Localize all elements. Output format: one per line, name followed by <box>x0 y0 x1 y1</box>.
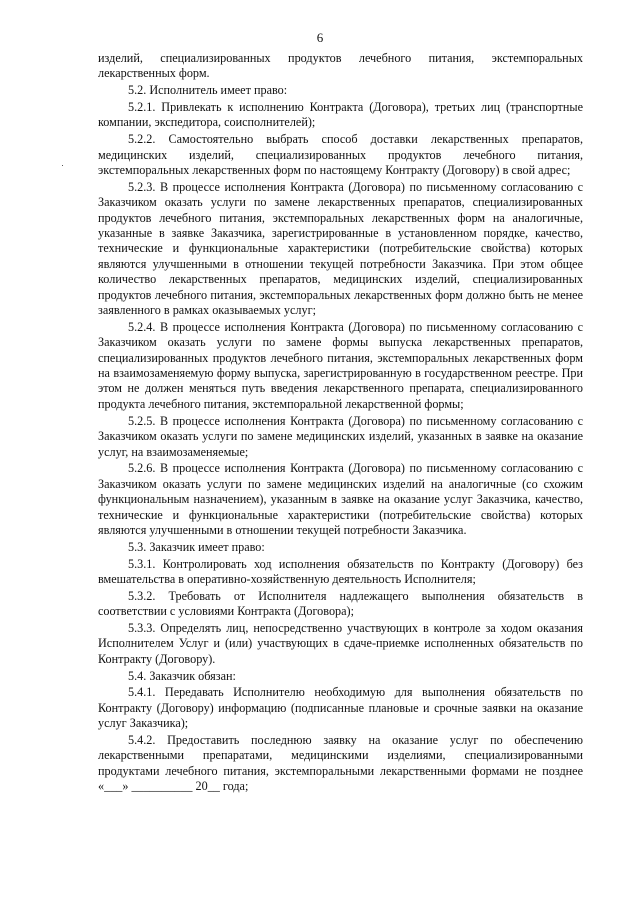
clause-5-4-heading: 5.4. Заказчик обязан: <box>128 668 236 683</box>
clause-5-2-2: 5.2.2. Самостоятельно выбрать способ доставки лекарственных препаратов, медицинских изделий, специализированных продуктов лечебного питания, экстемпоральных лекарственных форм по настоящему Контракту (Договору) в свой адрес; <box>98 132 583 178</box>
clause-5-2-1: 5.2.1. Привлекать к исполнению Контракта (Договора), третьих лиц (транспортные компании, экспедитора, соисполнителей); <box>98 100 583 130</box>
scan-speck <box>62 165 63 166</box>
clause-5-3-1: 5.3.1. Контролировать ход исполнения обязательств по Контракту (Договору) без вмешательства в оперативно-хозяйственную деятельность Исполнителя; <box>98 556 583 586</box>
paragraph-continuation: изделий, специализированных продуктов лечебного питания, экстемпоральных лекарственных форм. <box>98 51 583 81</box>
clause-5-2-5: 5.2.5. В процессе исполнения Контракта (Договора) по письменному согласованию с Заказчиком оказать услуги по замене медицинских изделий, указанных в заявке на оказание услуг, на взаимозаменяемые; <box>98 413 583 459</box>
clause-5-2-heading: 5.2. Исполнитель имеет право: <box>128 83 288 98</box>
clause-5-2-3: 5.2.3. В процессе исполнения Контракта (Договора) по письменному согласованию с Заказчиком оказать услуги по замене лекарственных препаратов, специализированных продуктов лечебного питания, экстемпоральных лекарственных форм на аналогичные, указанные в заявке Заказчика, зарегистрированные в установленном порядке, качество, технические и функциональные характеристики (потребительские свойства) которых являются улучшенными в отношении текущей потребности Заказчика. При этом общее количество лекарственных препаратов, медицинских изделий, специализированных продуктов лечебного питания, экстемпоральных лекарственных форм должно быть не менее заявленного в рамках оказываемых услуг; <box>98 179 583 318</box>
clause-5-4-1: 5.4.1. Передавать Исполнителю необходимую для выполнения обязательств по Контракту (Договору) информацию (подписанные плановые и срочные заявки на оказание услуг Заказчика); <box>98 685 583 731</box>
clause-5-4-2: 5.4.2. Предоставить последнюю заявку на оказание услуг по обеспечению лекарственными препаратами, медицинскими изделиями, специализированными продуктами лечебного питания, экстемпоральными лекарственными формами не позднее «___» __________ 20__ года; <box>98 732 583 794</box>
document-body <box>98 51 583 796</box>
clause-5-3-3: 5.3.3. Определять лиц, непосредственно участвующих в контроле за ходом оказания Исполнителем Услуг и (или) участвующих в сдаче-приемке исполненных обязательств по Контракту (Договору). <box>98 620 583 666</box>
clause-5-3-2: 5.3.2. Требовать от Исполнителя надлежащего выполнения обязательств в соответствии с условиями Контракта (Договора); <box>98 588 583 619</box>
page-number: 6 <box>316 30 324 45</box>
clause-5-2-4: 5.2.4. В процессе исполнения Контракта (Договора) по письменному согласованию с Заказчиком оказать услуги по замене формы выпуска лекарственных препаратов, специализированных продуктов лечебного питания, экстемпоральных лекарственных форм на взаимозаменяемую форму выпуска, зарегистрированную в государственном реестре. При этом не должен меняться путь введения лекарственного препарата, специализированного продукта лечебного питания, экстемпоральной лекарственной формы; <box>98 319 583 411</box>
clause-5-2-6: 5.2.6. В процессе исполнения Контракта (Договора) по письменному согласованию с Заказчиком оказать услуги по замене медицинских изделий на аналогичные (со схожим функциональным назначением), указанным в заявке на оказание услуг Заказчика, качество, технические и функциональные характеристики (потребительские свойства) которых являются улучшенными в отношении текущей потребности Заказчика. <box>98 461 583 537</box>
clause-5-3-heading: 5.3. Заказчик имеет право: <box>128 539 265 554</box>
